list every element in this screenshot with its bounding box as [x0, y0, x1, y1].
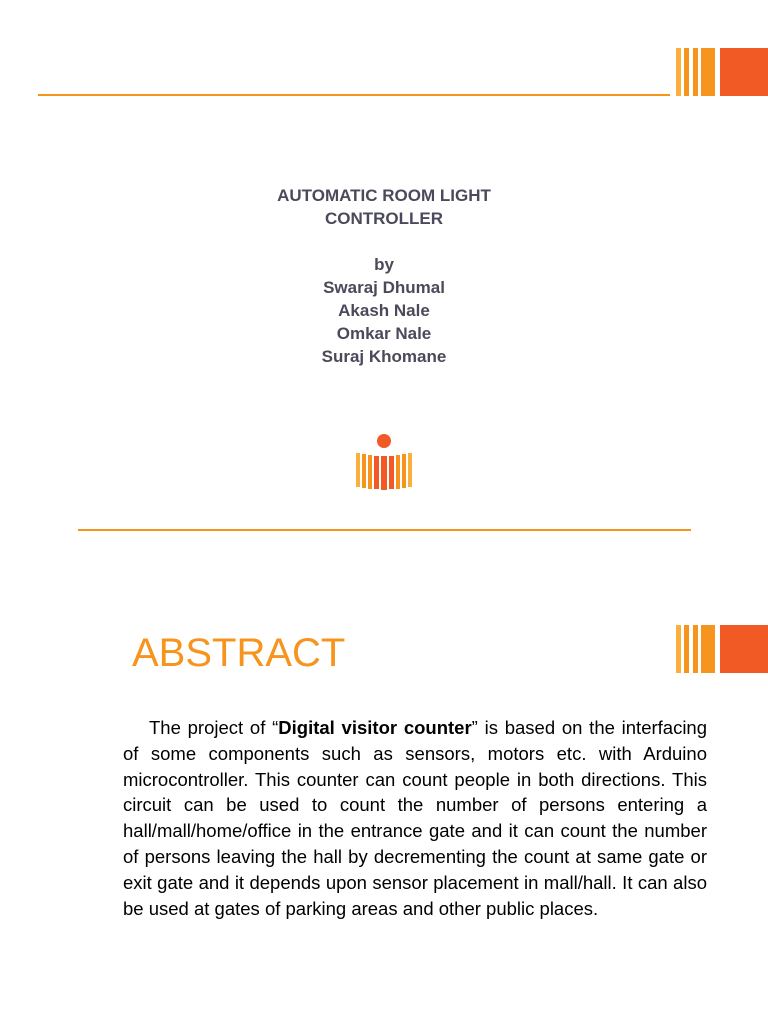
- abstract-paragraph: [123, 715, 707, 921]
- cover-bottom-divider-line: [78, 529, 691, 531]
- top-divider-line: [38, 94, 670, 96]
- author-name: Omkar Nale: [336, 324, 432, 343]
- cover-by-label: by: [374, 255, 394, 274]
- book-person-logo: [352, 432, 416, 492]
- abstract-text-start: The project of “: [149, 717, 279, 738]
- abstract-project-name: Digital visitor counter: [278, 717, 472, 738]
- top-stripes-icon: [676, 48, 768, 96]
- abstract-heading: ABSTRACT: [132, 631, 346, 675]
- author-name: Suraj Khomane: [321, 347, 447, 366]
- cover-title-line2: CONTROLLER: [324, 209, 444, 228]
- abstract-text-rest: ” is based on the interfacing of some components such as sensors, motors etc. with Arduino microcontroller. This counter can count people in both directions. This circuit can be used to count the number of persons entering a hall/mall/home/office in the entrance gate and it can count the number of persons leaving the hall by decrementing the count at same gate or exit gate and it depends upon sensor placement in mall/hall. It can also be used at gates of parking areas and other public places.: [123, 717, 708, 919]
- author-name: Swaraj Dhumal: [323, 278, 445, 297]
- author-name: Akash Nale: [338, 301, 430, 320]
- cover-title-line1: AUTOMATIC ROOM LIGHT: [277, 186, 491, 205]
- author-list: [200, 276, 568, 368]
- cover-title-block: [200, 184, 568, 368]
- abstract-stripes-icon: [676, 625, 768, 673]
